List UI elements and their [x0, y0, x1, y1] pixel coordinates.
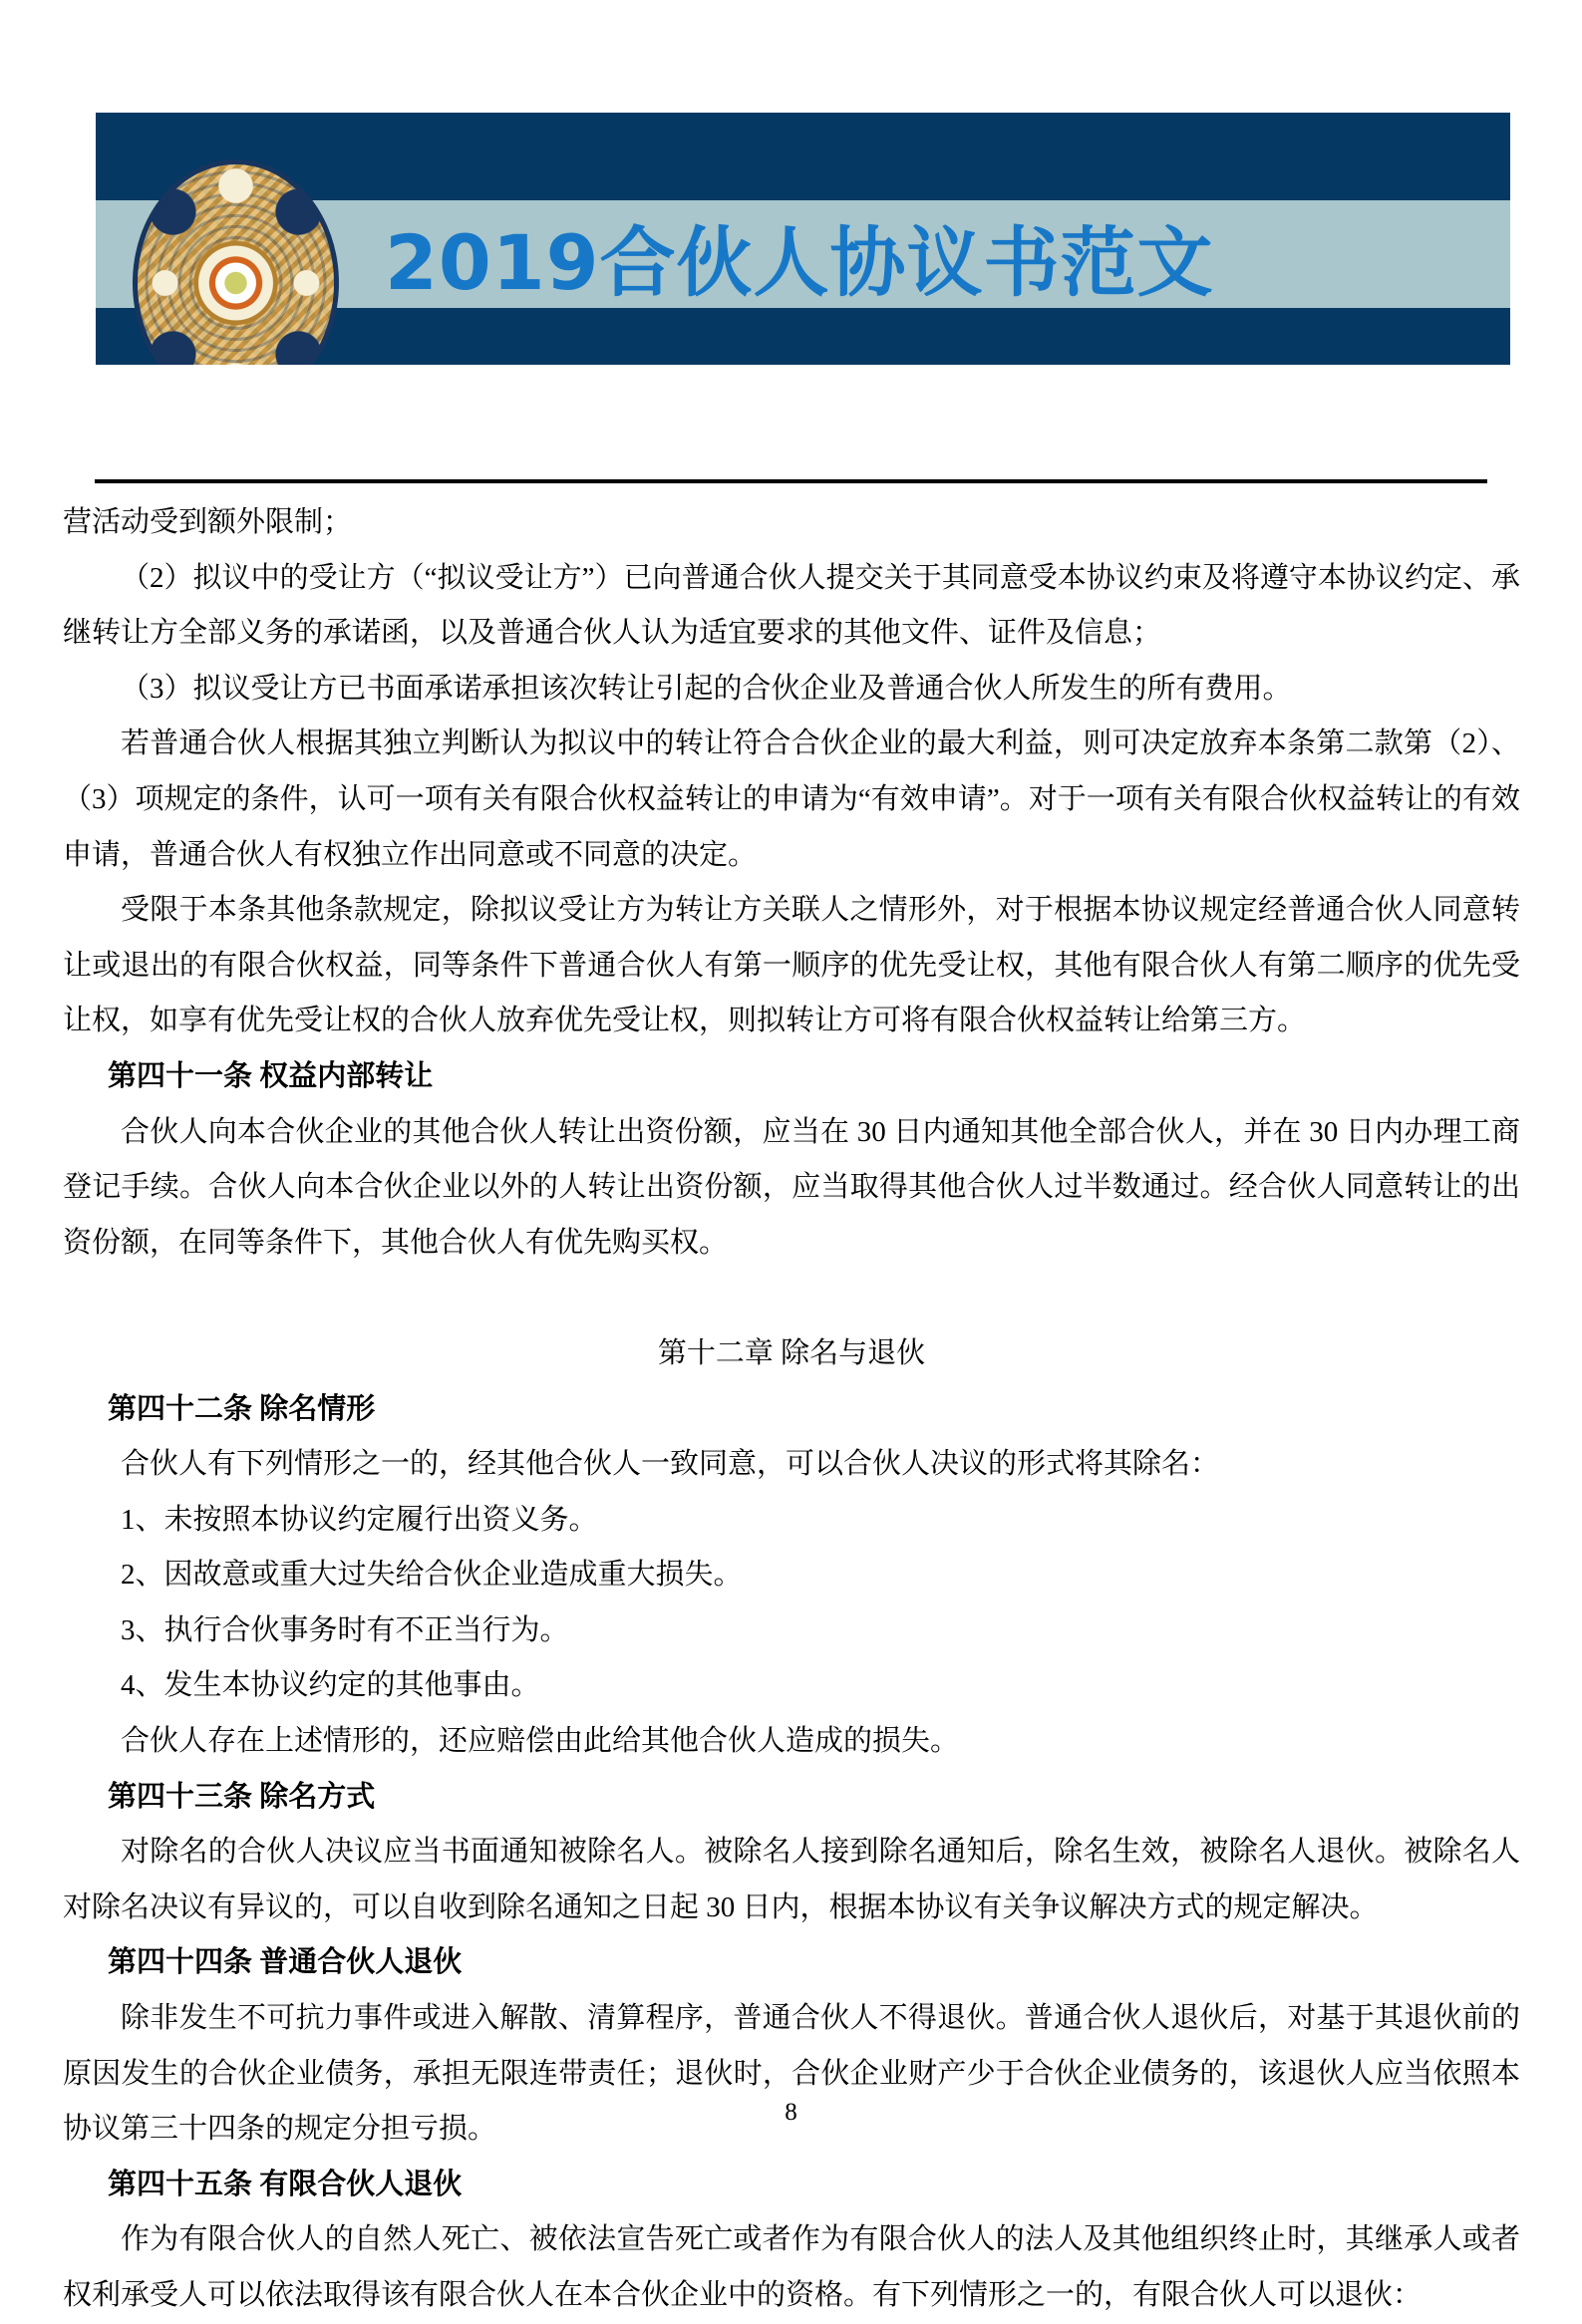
article-heading: 第四十五条 有限合伙人退伙 — [107, 2168, 463, 2200]
body-paragraph: 作为有限合伙人的自然人死亡、被依法宣告死亡或者作为有限合伙人的法人及其他组织终止时，其继承人或者权利承受人可以依法取得该有限合伙人在本合伙企业中的资格。有下列情形之一的，有限合伙人可以退伙： — [63, 2223, 1520, 2311]
page-number: 8 — [785, 2099, 797, 2126]
body-paragraph: 除非发生不可抗力事件或进入解散、清算程序，普通合伙人不得退伙。普通合伙人退伙后，对基于其退伙前的原因发生的合伙企业债务，承担无限连带责任；退伙时，合伙企业财产少于合伙企业债务的，该退伙人应当依照本协议第三十四条的规定分担亏损。 — [63, 2002, 1520, 2146]
body-paragraph: 合伙人存在上述情形的，还应赔偿由此给其他合伙人造成的损失。 — [121, 1725, 960, 1758]
banner-title: 2019合伙人协议书范文 — [385, 218, 1214, 307]
body-paragraph: （3）拟议受让方已书面承诺承担该次转让引起的合伙企业及普通合伙人所发生的所有费用。 — [121, 672, 1292, 705]
body-paragraph: 1、未按照本协议约定履行出资义务。 — [121, 1503, 598, 1536]
body-paragraph: 2、因故意或重大过失给合伙企业造成重大损失。 — [121, 1559, 743, 1592]
body-paragraph: 对除名的合伙人决议应当书面通知被除名人。被除名人接到除名通知后，除名生效，被除名人退伙。被除名人对除名决议有异议的，可以自收到除名通知之日起 30 日内，根据本协议有关争议解决方式的规定解决。 — [63, 1836, 1520, 1923]
body-paragraph: 受限于本条其他条款规定，除拟议受让方为转让方关联人之情形外，对于根据本协议规定经普通合伙人同意转让或退出的有限合伙权益，同等条件下普通合伙人有第一顺序的优先受让权，其他有限合伙人有第二顺序的优先受让权，如享有优先受让权的合伙人放弃优先受让权，则拟转让方可将有限合伙权益转让给第三方。 — [63, 894, 1520, 1037]
paragraph-spacer — [63, 1271, 1520, 1326]
article-heading: 第四十四条 普通合伙人退伙 — [107, 1946, 463, 1979]
body-paragraph: 若普通合伙人根据其独立判断认为拟议中的转让符合合伙企业的最大利益，则可决定放弃本条第二款第（2）、（3）项规定的条件，认可一项有关有限合伙权益转让的申请为“有效申请”。对于一项有关有限合伙权益转让的有效申请，普通合伙人有权独立作出同意或不同意的决定。 — [63, 727, 1520, 871]
body-paragraph: 合伙人有下列情形之一的，经其他合伙人一致同意，可以合伙人决议的形式将其除名： — [121, 1448, 1220, 1481]
body-paragraph: （2）拟议中的受让方（“拟议受让方”）已向普通合伙人提交关于其同意受本协议约束及将遵守本协议约定、承继转让方全部义务的承诺函，以及普通合伙人认为适宜要求的其他文件、证件及信息； — [63, 561, 1520, 650]
body-paragraph: 合伙人向本合伙企业的其他合伙人转让出资份额，应当在 30 日内通知其他全部合伙人，并在 30 日内办理工商登记手续。合伙人向本合伙企业以外的人转让出资份额，应当取得其他合伙人过半数通过。经合伙人同意转让的出资份额，在同等条件下，其他合伙人有优先购买权。 — [63, 1115, 1520, 1259]
body-paragraph: 3、执行合伙事务时有不正当行为。 — [121, 1613, 569, 1646]
banner-top-band — [96, 113, 1510, 200]
article-heading: 第四十三条 除名方式 — [107, 1780, 376, 1813]
body-paragraph: 4、发生本协议约定的其他事由。 — [121, 1669, 540, 1702]
article-heading: 第四十二条 除名情形 — [107, 1392, 376, 1425]
document-body — [63, 495, 1520, 2324]
chapter-heading: 第十二章 除名与退伙 — [657, 1336, 926, 1369]
body-paragraph: 营活动受到额外限制； — [63, 506, 353, 538]
article-heading: 第四十一条 权益内部转让 — [107, 1059, 434, 1092]
header-banner — [96, 113, 1510, 365]
header-divider — [95, 479, 1487, 483]
